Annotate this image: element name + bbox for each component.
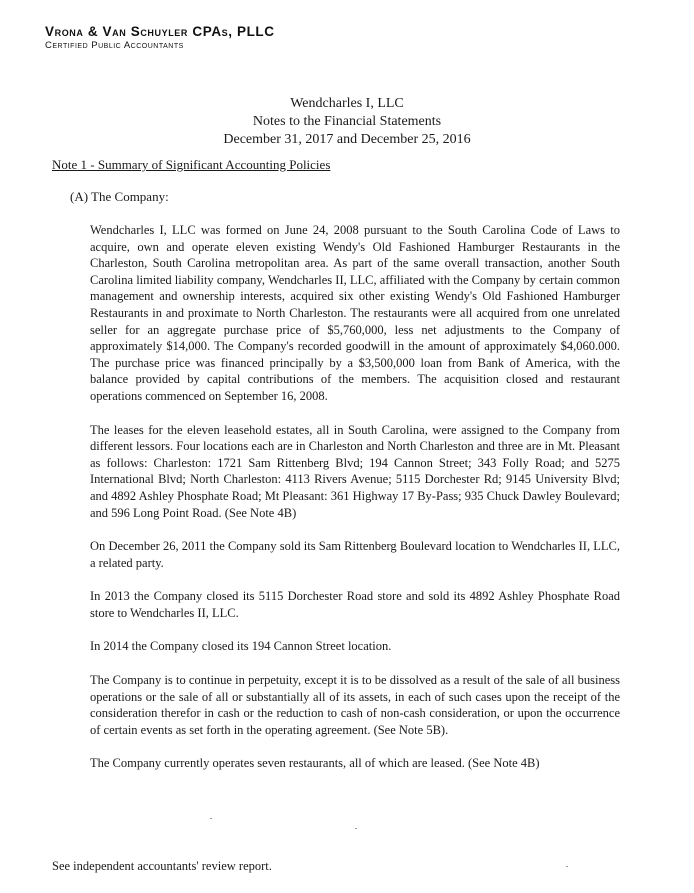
- paragraph-current-operations: The Company currently operates seven restaurants, all of which are leased. (See Note 4B): [90, 756, 540, 771]
- paragraph-leases: The leases for the eleven leasehold estates, all in South Carolina, were assigned to the Company from different lessors. Four locations each are in Charleston and North Charleston and three are in Mt. Pleasant as follows: Charleston: 1721 Sam Rittenberg Blvd; 194 Cannon Street; 343 Folly Road; and 5275 International Blvd; North Charleston: 4113 Rivers Avenue; 5115 Dorchester Rd; 9145 University Blvd; and 4892 Ashley Phosphate Road; Mt Pleasant: 361 Highway 17 By-Pass; 935 Chuck Dawley Boulevard; and 596 Long Point Road. (See Note 4B): [90, 422, 620, 520]
- paragraph-formation: Wendcharles I, LLC was formed on June 24, 2008 pursuant to the South Carolina Code of Laws to acquire, own and operate eleven existing Wendy's Old Fashioned Hamburger Restaurants in the Charleston, South Carolina metropolitan area. As part of the same overall transaction, another South Carolina limited liability company, Wendcharles II, LLC, affiliated with the Company by certain common management and ownership interests, acquired six other existing Wendy's Old Fashioned Hamburger Restaurants in and proximate to North Charleston. The restaurants were all acquired from one unrelated seller for an aggregate purchase price of $5,760,000, less net adjustments to the Company of approximately $14,000. The Company's recorded goodwill in the amount of approximately $4,060.000. The purchase price was financed principally by a $3,500,000 loan from Bank of America, with the balance provided by capital contributions of the members. The acquisition closed and restaurant operations commenced on September 16, 2008.: [90, 223, 620, 403]
- firm-header: [45, 24, 275, 51]
- statement-period: December 31, 2017 and December 25, 2016: [223, 132, 471, 147]
- section-label: (A) The Company:: [70, 189, 169, 204]
- paragraph-2011-sale: On December 26, 2011 the Company sold its Sam Rittenberg Boulevard location to Wendcharles II, LLC, a related party.: [90, 539, 620, 570]
- paragraph-2014-closure: In 2014 the Company closed its 194 Cannon Street location.: [90, 639, 392, 654]
- firm-name: Vrona & Van Schuyler CPAs, PLLC: [45, 24, 275, 39]
- note-heading: Note 1 - Summary of Significant Accounting Policies: [52, 157, 331, 172]
- footer-review-note: See independent accountants' review report.: [52, 859, 272, 873]
- firm-subtitle: Certified Public Accountants: [45, 40, 184, 51]
- scan-speck: [566, 866, 568, 867]
- note-body: [90, 222, 620, 789]
- scan-speck: [355, 828, 357, 829]
- statement-title-block: [0, 95, 694, 149]
- paragraph-2013-changes: In 2013 the Company closed its 5115 Dorchester Road store and sold its 4892 Ashley Phosphate Road store to Wendcharles II, LLC.: [90, 589, 620, 620]
- paragraph-perpetuity: The Company is to continue in perpetuity, except it is to be dissolved as a result of the sale of all business operations or the sale of all or substantially all of its assets, in each of such cases upon the receipt of the consideration therefor in cash or the reduction to cash of non-cash consideration, or upon the occurrence of certain events as set forth in the operating agreement. (See Note 5B).: [90, 673, 620, 737]
- scan-speck: [210, 818, 212, 819]
- statement-name: Notes to the Financial Statements: [252, 114, 442, 129]
- entity-name: Wendcharles I, LLC: [290, 96, 404, 111]
